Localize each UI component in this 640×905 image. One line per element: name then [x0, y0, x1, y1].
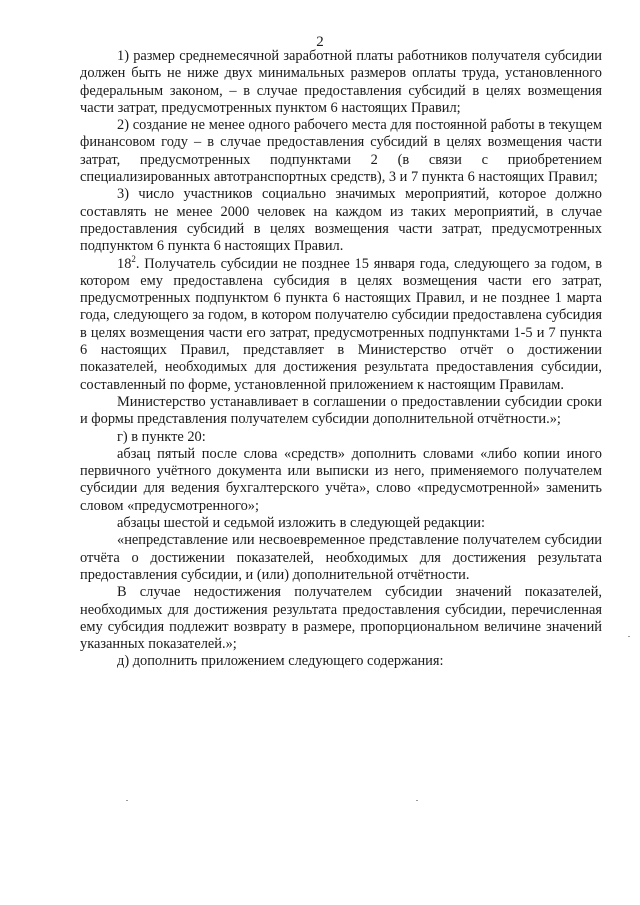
page-number: 2	[316, 34, 324, 50]
scan-speck	[126, 800, 128, 801]
paragraph-item-1: 1) размер среднемесячной заработной платы работников получателя субсидии должен быть не ниже двух минимальных размеров оплаты труда, установленного федеральным законом, – в случае предоставления субсидий в целях возмещения части затрат, предусмотренных пунктом 6 настоящих Правил;	[80, 48, 602, 116]
paragraph-item-3: 3) число участников социально значимых мероприятий, которое должно составлять не менее 2000 человек на каждом из таких мероприятий, в случае предоставления субсидий в целях возмещения части затрат, предусмотренных подпунктом 6 пункта 6 настоящих Правил.	[80, 186, 602, 255]
paragraph-clause-18-2	[80, 253, 602, 394]
paragraph-item-2: 2) создание не менее одного рабочего места для постоянной работы в текущем финансовом году – в случае предоставления субсидий в целях возмещения части затрат, предусмотренных подпунктами 2 (в связи с приобретением специализированных автотранспортных средств), 3 и 7 пункта 6 настоящих Правил;	[80, 117, 602, 186]
clause-text: . Получатель субсидии не позднее 15 января года, следующего за годом, в котором ему предоставлена субсидия в целях возмещения части его затрат, предусмотренных подпунктом 6 пункта 6 настоящих Правил, и не позднее 1 марта года, следующего за годом, в котором получателю субсидии предоставлена субсидия в целях возмещения части его затрат, предусмотренных подпунктами 1-5 и 7 пункта 6 настоящих Правил, представляет в Министерство отчёт о достижении показателей, необходимых для достижения результата предоставления субсидии, составленный по форме, установленной приложением к настоящим Правилам.	[80, 255, 602, 393]
scan-speck	[628, 636, 630, 637]
document-body	[80, 48, 602, 671]
paragraph-ministry-reporting: Министерство устанавливает в соглашении о предоставлении субсидии сроки и формы представления получателем субсидии дополнительной отчётности.»;	[80, 393, 602, 428]
paragraph-fifth-abzac: абзац пятый после слова «средств» дополнить словами «либо копии иного первичного учётного документа или выписки из него, применяемого получателем субсидии для ведения бухгалтерского учёта», слово «предусмотренной» заменить словом «предусмотренного»;	[80, 445, 602, 514]
paragraph-subitem-g: г) в пункте 20:	[117, 428, 206, 445]
paragraph-quote-end: В случае недостижения получателем субсидии значений показателей, необходимых для достижения результата предоставления субсидии, перечисленная ему субсидия подлежит возврату в размере, пропорциональном величине значений указанных показателей.»;	[80, 584, 602, 653]
clause-number: 18	[117, 255, 132, 272]
clause-superscript: 2	[131, 253, 136, 264]
paragraph-sixth-seventh: абзацы шестой и седьмой изложить в следующей редакции:	[117, 515, 485, 532]
paragraph-quote-start: «непредставление или несвоевременное представление получателем субсидии отчёта о достижении показателей, необходимых для достижения результата предоставления субсидии, и (или) дополнительной отчётности.	[80, 532, 602, 583]
paragraph-subitem-d: д) дополнить приложением следующего содержания:	[117, 653, 444, 670]
scan-speck	[416, 800, 418, 801]
